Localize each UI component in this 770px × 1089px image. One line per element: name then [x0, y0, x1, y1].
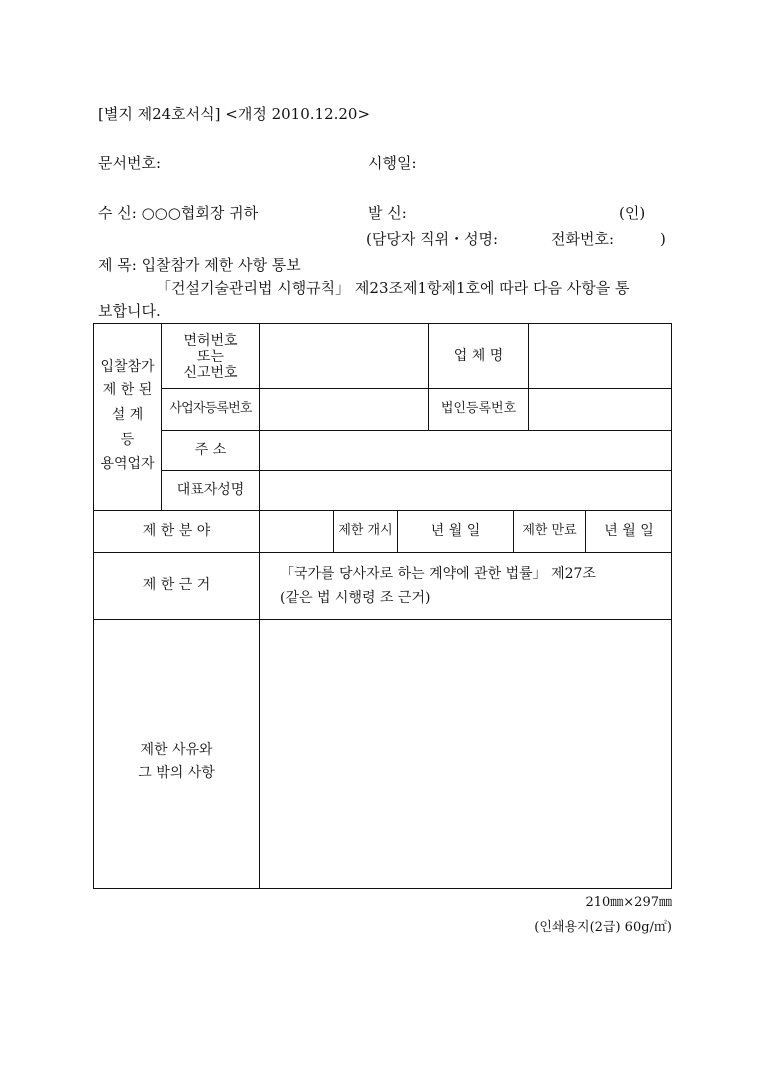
company-name-label: 업 체 명	[453, 348, 504, 364]
group-label-line: 용역업자	[100, 456, 155, 472]
contact-line: (담당자 직위・성명:	[366, 230, 499, 248]
reason-label-line-2: 그 밖의 사항	[138, 765, 215, 781]
address-label: 주 소	[194, 442, 227, 458]
doc-no-label: 문서번호:	[98, 154, 162, 172]
sender-label: 발 신:	[368, 204, 407, 222]
grid-line	[93, 619, 672, 620]
recipient: 수 신: ○○○협회장 귀하	[98, 204, 259, 222]
grid-line	[161, 430, 672, 431]
reason-label-line-1: 제한 사유와	[140, 742, 213, 758]
subject-line: 제 목: 입찰참가 제한 사항 통보	[98, 256, 301, 274]
corporate-reg-label: 법인등록번호	[440, 401, 517, 416]
license-label-line: 또는	[196, 349, 225, 365]
restriction-field-label: 제 한 분 야	[142, 523, 211, 539]
body-line-2: 보합니다.	[98, 302, 161, 320]
restriction-start-label: 제한 개시	[338, 523, 393, 538]
phone-label: 전화번호:	[551, 230, 615, 248]
phone-close: )	[660, 230, 666, 248]
group-label-line: 입찰참가	[100, 359, 155, 375]
group-label-line: 제 한 된	[102, 382, 153, 398]
seal-mark: (인)	[619, 204, 646, 222]
representative-label: 대표자성명	[176, 482, 245, 498]
grid-line	[93, 552, 672, 553]
grid-line	[161, 470, 672, 471]
form-id: [별지 제24호서식] <개정 2010.12.20>	[98, 105, 371, 123]
paper-spec: (인쇄용지(2급) 60g/㎡)	[534, 920, 672, 935]
restriction-end-label: 제한 만료	[522, 523, 577, 538]
end-date-placeholder: 년 월 일	[604, 523, 654, 539]
grid-line	[528, 323, 529, 430]
paper-size: 210㎜×297㎜	[585, 895, 672, 910]
body-line-1: 「건설기술관리법 시행규칙」 제23조제1항제1호에 따라 다음 사항을 통	[156, 279, 630, 297]
license-label-line: 면허번호	[183, 333, 238, 349]
restriction-basis-label: 제 한 근 거	[142, 577, 211, 593]
grid-line	[259, 323, 260, 889]
effective-date-label: 시행일:	[368, 154, 417, 172]
group-label-line: 설 계	[111, 407, 144, 423]
basis-line-1: 「국가를 당사자로 하는 계약에 관한 법률」 제27조	[280, 566, 596, 582]
basis-line-2: (같은 법 시행령 조 근거)	[280, 590, 431, 606]
group-label-line: 등	[120, 432, 135, 448]
license-label-line: 신고번호	[183, 365, 238, 381]
grid-line	[161, 388, 672, 389]
business-reg-label: 사업자등록번호	[169, 401, 252, 416]
start-date-placeholder: 년 월 일	[430, 523, 481, 539]
